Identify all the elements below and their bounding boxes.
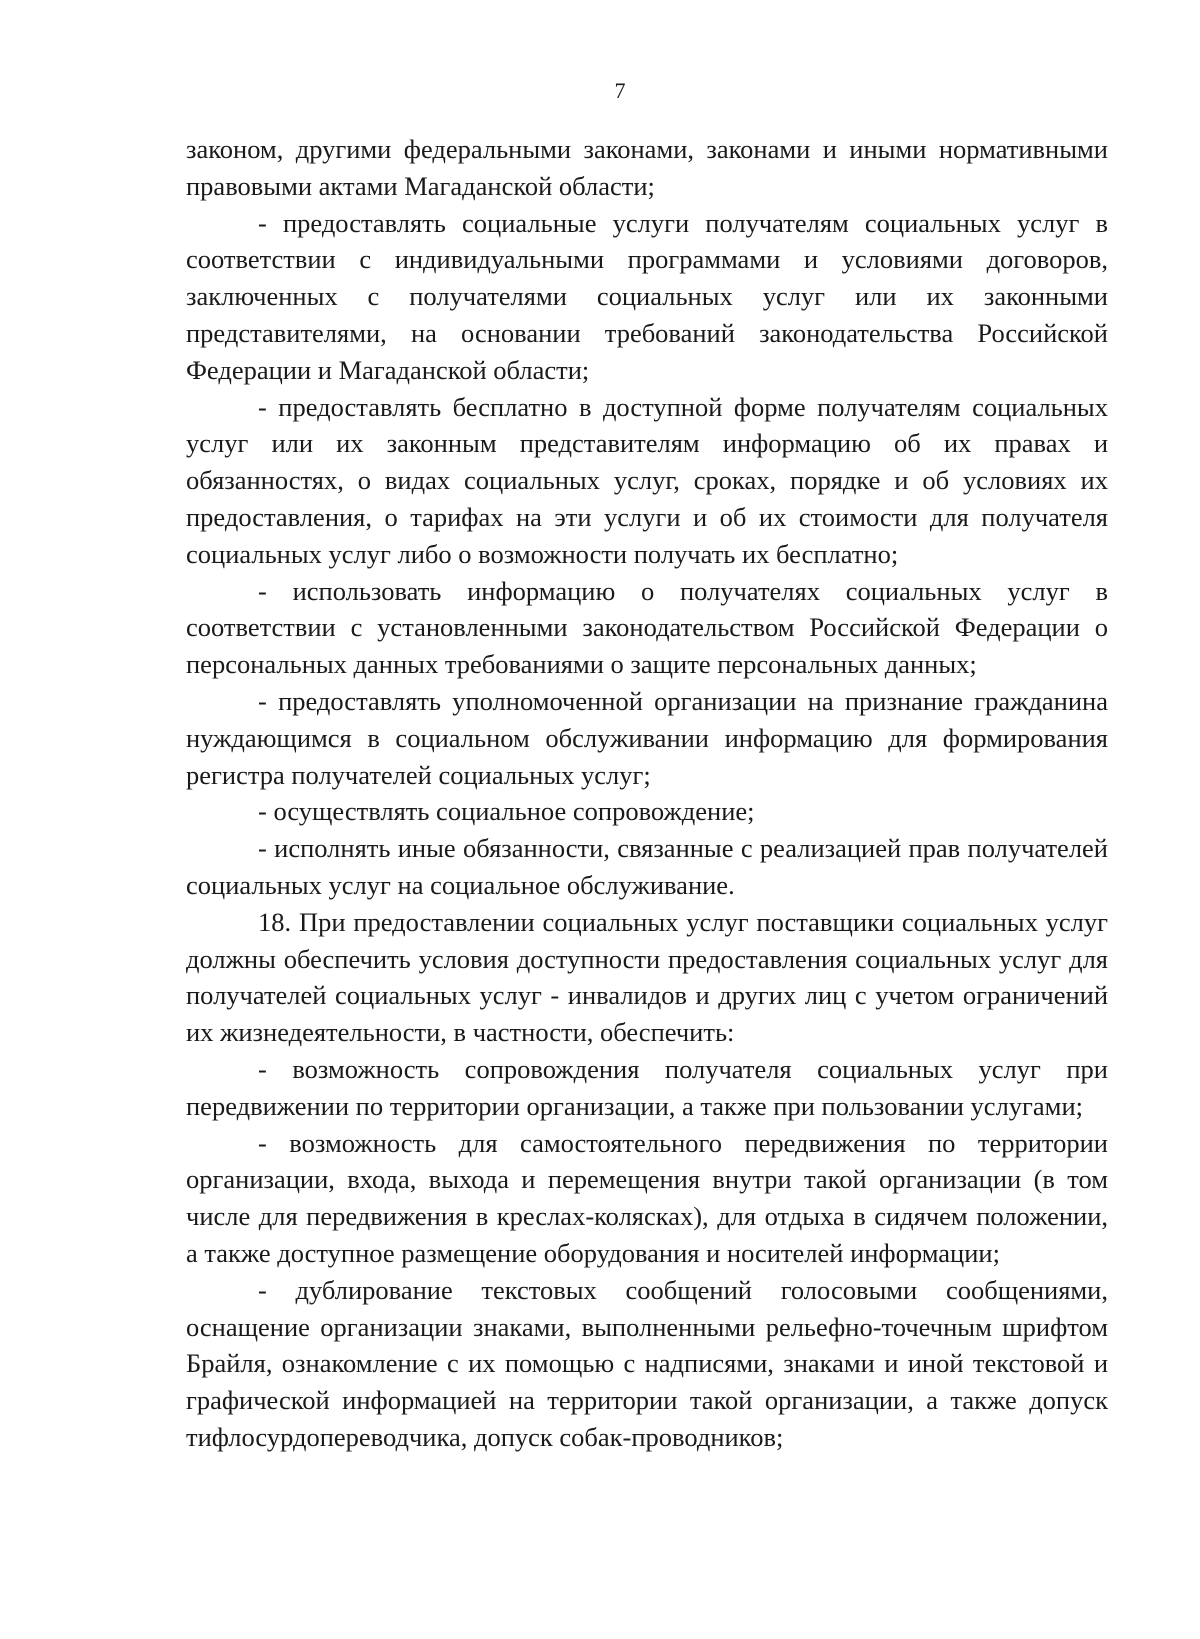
section-18-paragraph: 18. При предоставлении социальных услуг поставщики социальных услуг должны обеспечить условия доступности предоставления социальных услуг для получателей социальных услуг - инвалидов и других лиц с учетом ограничений их жизнедеятельности, в частности, обеспечить: [186, 906, 1108, 1048]
list-item-provide-information: - предоставлять бесплатно в доступной форме получателям социальных услуг или их законным представителям информацию об их правах и обязанностях, о видах социальных услуг, сроках, порядке и об условиях их предоставления, о тарифах на эти услуги и об их стоимости для получателя социальных услуг либо о возможности получать их бесплатно; [186, 391, 1108, 569]
list-item-use-information: - использовать информацию о получателях социальных услуг в соответствии с установленными законодательством Российской Федерации о персональных данных требованиями о защите персональных данных; [186, 575, 1108, 680]
list-item-duplication-braille: - дублирование текстовых сообщений голосовыми сообщениями, оснащение организации знаками, выполненными рельефно-точечным шрифтом Брайля, ознакомление с их помощью с надписями, знаками и иной текстовой и графической информацией на территории такой организации, а также допуск тифлосурдопереводчика, допуск собак-проводников; [186, 1274, 1108, 1452]
list-item-accompaniment: - возможность сопровождения получателя социальных услуг при передвижении по территории организации, а также при пользовании услугами; [186, 1053, 1108, 1121]
list-item-other-duties: - исполнять иные обязанности, связанные с реализацией прав получателей социальных услуг на социальное обслуживание. [186, 833, 1108, 900]
list-item-provide-services: - предоставлять социальные услуги получателям социальных услуг в соответствии с индивидуальными программами и условиями договоров, заключенных с получателями социальных услуг или их законными представителями, на основании требований законодательства Российской Федерации и Магаданской области; [186, 207, 1108, 385]
list-item-provide-register-info: - предоставлять уполномоченной организации на признание гражданина нуждающимся в социальном обслуживании информацию для формирования регистра получателей социальных услуг; [186, 685, 1108, 790]
document-body [186, 131, 1108, 1456]
paragraph-continuation: законом, другими федеральными законами, законами и иными нормативными правовыми актами Магаданской области; [186, 134, 1108, 201]
list-item-independent-movement: - возможность для самостоятельного передвижения по территории организации, входа, выхода и перемещения внутри такой организации (в том числе для передвижения в креслах-колясках), для отдыха в сидячем положении, а также доступное размещение оборудования и носителей информации; [186, 1127, 1108, 1268]
page-number: 7 [614, 78, 626, 103]
list-item-social-support: - осуществлять социальное сопровождение; [258, 796, 755, 827]
